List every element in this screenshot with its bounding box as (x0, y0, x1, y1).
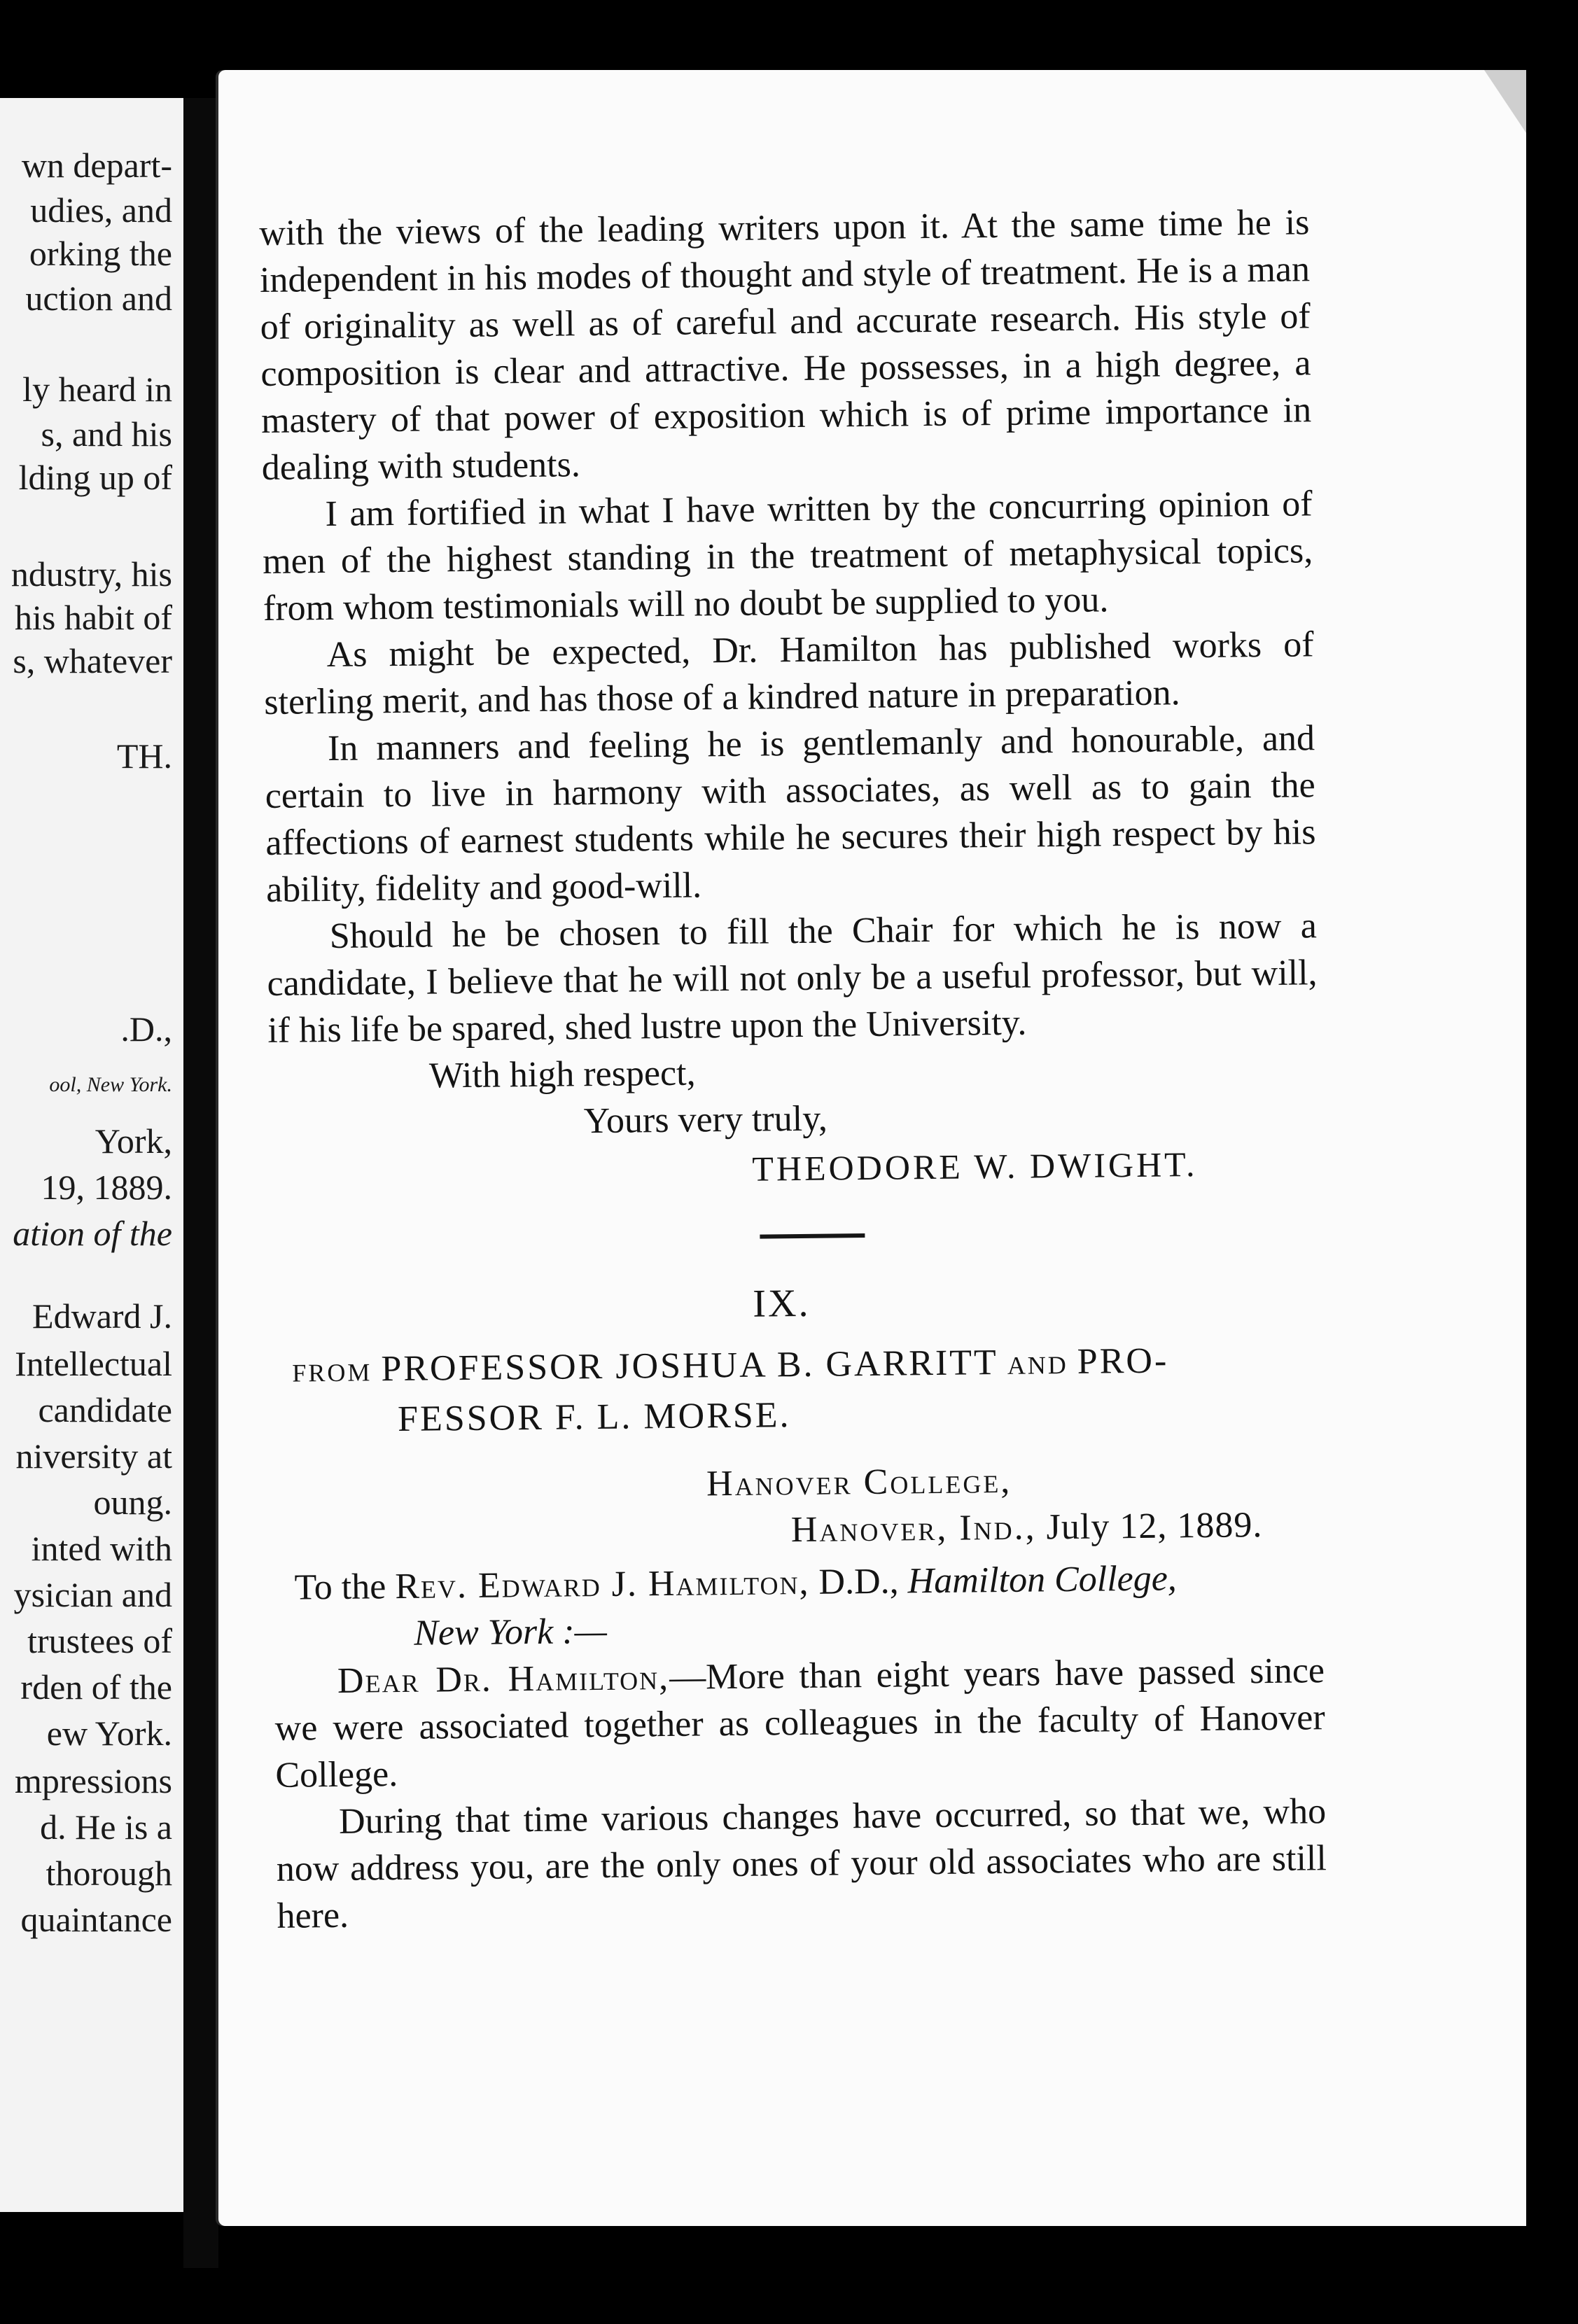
left-page-line: ation of the (13, 1214, 172, 1253)
closing-yours: Yours very truly, (583, 1098, 828, 1142)
left-page-line: niversity at (15, 1436, 172, 1476)
left-page-fragment (0, 98, 183, 2212)
book-gutter (183, 98, 218, 2268)
left-page-line: udies, and (30, 190, 172, 230)
from-name-1: PROFESSOR JOSHUA B. GARRITT (381, 1343, 999, 1390)
address-date: July 12, 1889. (1046, 1505, 1263, 1548)
left-page-line: rden of the (20, 1667, 172, 1707)
left-page-line: s, and his (41, 414, 172, 454)
from-name-2: PRO- (1077, 1340, 1169, 1382)
left-page-line: quaintance (20, 1900, 172, 1939)
left-page-line: orking the (29, 234, 172, 273)
letter-heading-cont: FESSOR F. L. MORSE. (397, 1395, 791, 1440)
left-page-line: trustees of (27, 1621, 172, 1660)
signature: THEODORE W. DWIGHT. (752, 1144, 1198, 1189)
address-place-date (790, 1501, 1323, 1553)
left-page-line: uction and (25, 279, 172, 318)
recipient-name: Rev. Edward J. Hamilton, (394, 1562, 810, 1607)
paragraph: Should he be chosen to fill the Chair for which he is now a candidate, I believe that he will not only be a useful professor, but will, if his life be spared, shed lustre upon the University. (267, 906, 1318, 1051)
left-page-line: TH. (116, 736, 172, 776)
left-page-line: ysician and (13, 1575, 172, 1614)
left-page-line: d. He is a (40, 1807, 172, 1847)
left-page-line: lding up of (18, 458, 172, 497)
left-page-line: oung. (93, 1483, 172, 1522)
recipient-location: New York :— (414, 1611, 608, 1653)
from-and: AND (1007, 1350, 1069, 1380)
from-word: FROM (292, 1358, 372, 1387)
paragraph: During that time various changes have occurred, so that we, who now address you, are the only ones of your old associates who are still here. (276, 1791, 1327, 1936)
paragraph: with the views of the leading writers upon it. At the same time he is independent in his modes of thought and style of treatment. He is a man of originality as well as of careful and accurate research. His style of composition is clear and attractive. He possesses, in a high degree, a mastery of that power of exposition which is of prime importance in dealing with students. (259, 202, 1312, 488)
left-page-line: 19, 1889. (41, 1168, 172, 1207)
recipient-prefix: To the (294, 1567, 386, 1608)
closing-respect: With high respect, (428, 1053, 696, 1096)
letter-heading (292, 1336, 1322, 1396)
left-page-line: .D., (120, 1009, 172, 1049)
salutation: Dear Dr. Hamilton, (337, 1657, 670, 1701)
section-number: IX. (753, 1281, 811, 1326)
left-page-line: inted with (31, 1529, 172, 1568)
paragraph: I am fortified in what I have written by the concurring opinion of men of the highest standing in the treatment of metaphysical topics, from whom testimonials will no doubt be supplied to you. (262, 484, 1313, 629)
paragraph: In manners and feeling he is gentlemanly and honourable, and certain to live in harmony with associates, as well as to gain the affections of earnest students while he secures their high respect by his ability, fidelity and good-will. (265, 718, 1316, 910)
right-page (218, 70, 1526, 2226)
paragraph: As might be expected, Dr. Hamilton has published works of sterling merit, and has those of a kindred nature in preparation. (264, 624, 1314, 722)
left-page-line: his habit of (15, 598, 172, 637)
section-divider (760, 1233, 865, 1239)
left-page-line: mpressions (15, 1761, 172, 1800)
letter-dwight (259, 199, 1327, 1940)
address-place: Hanover, Ind., (790, 1507, 1037, 1550)
left-page-line: candidate (38, 1390, 172, 1429)
left-page-line: York, (95, 1121, 172, 1161)
left-page-line: s, whatever (13, 641, 172, 680)
paragraph (274, 1647, 1326, 1799)
left-page-line: ool, New York. (49, 1073, 172, 1096)
left-page-line: ew York. (46, 1714, 172, 1753)
left-page-line: ndustry, his (11, 554, 172, 594)
left-page-line: ly heard in (22, 370, 172, 409)
left-page-line: Intellectual (15, 1344, 172, 1383)
page-corner-fold (1484, 70, 1526, 133)
left-page-line: wn depart- (21, 146, 172, 185)
left-page-line: Edward J. (32, 1296, 172, 1336)
address-college: Hanover College, (706, 1460, 1012, 1504)
recipient-college: Hamilton College, (907, 1558, 1178, 1602)
paragraph-text: —More than eight years have passed since we were associated together as colleagues in the faculty of Hanover College. (274, 1651, 1325, 1795)
left-page-line: thorough (46, 1854, 172, 1893)
recipient-degree: D.D., (818, 1561, 899, 1602)
